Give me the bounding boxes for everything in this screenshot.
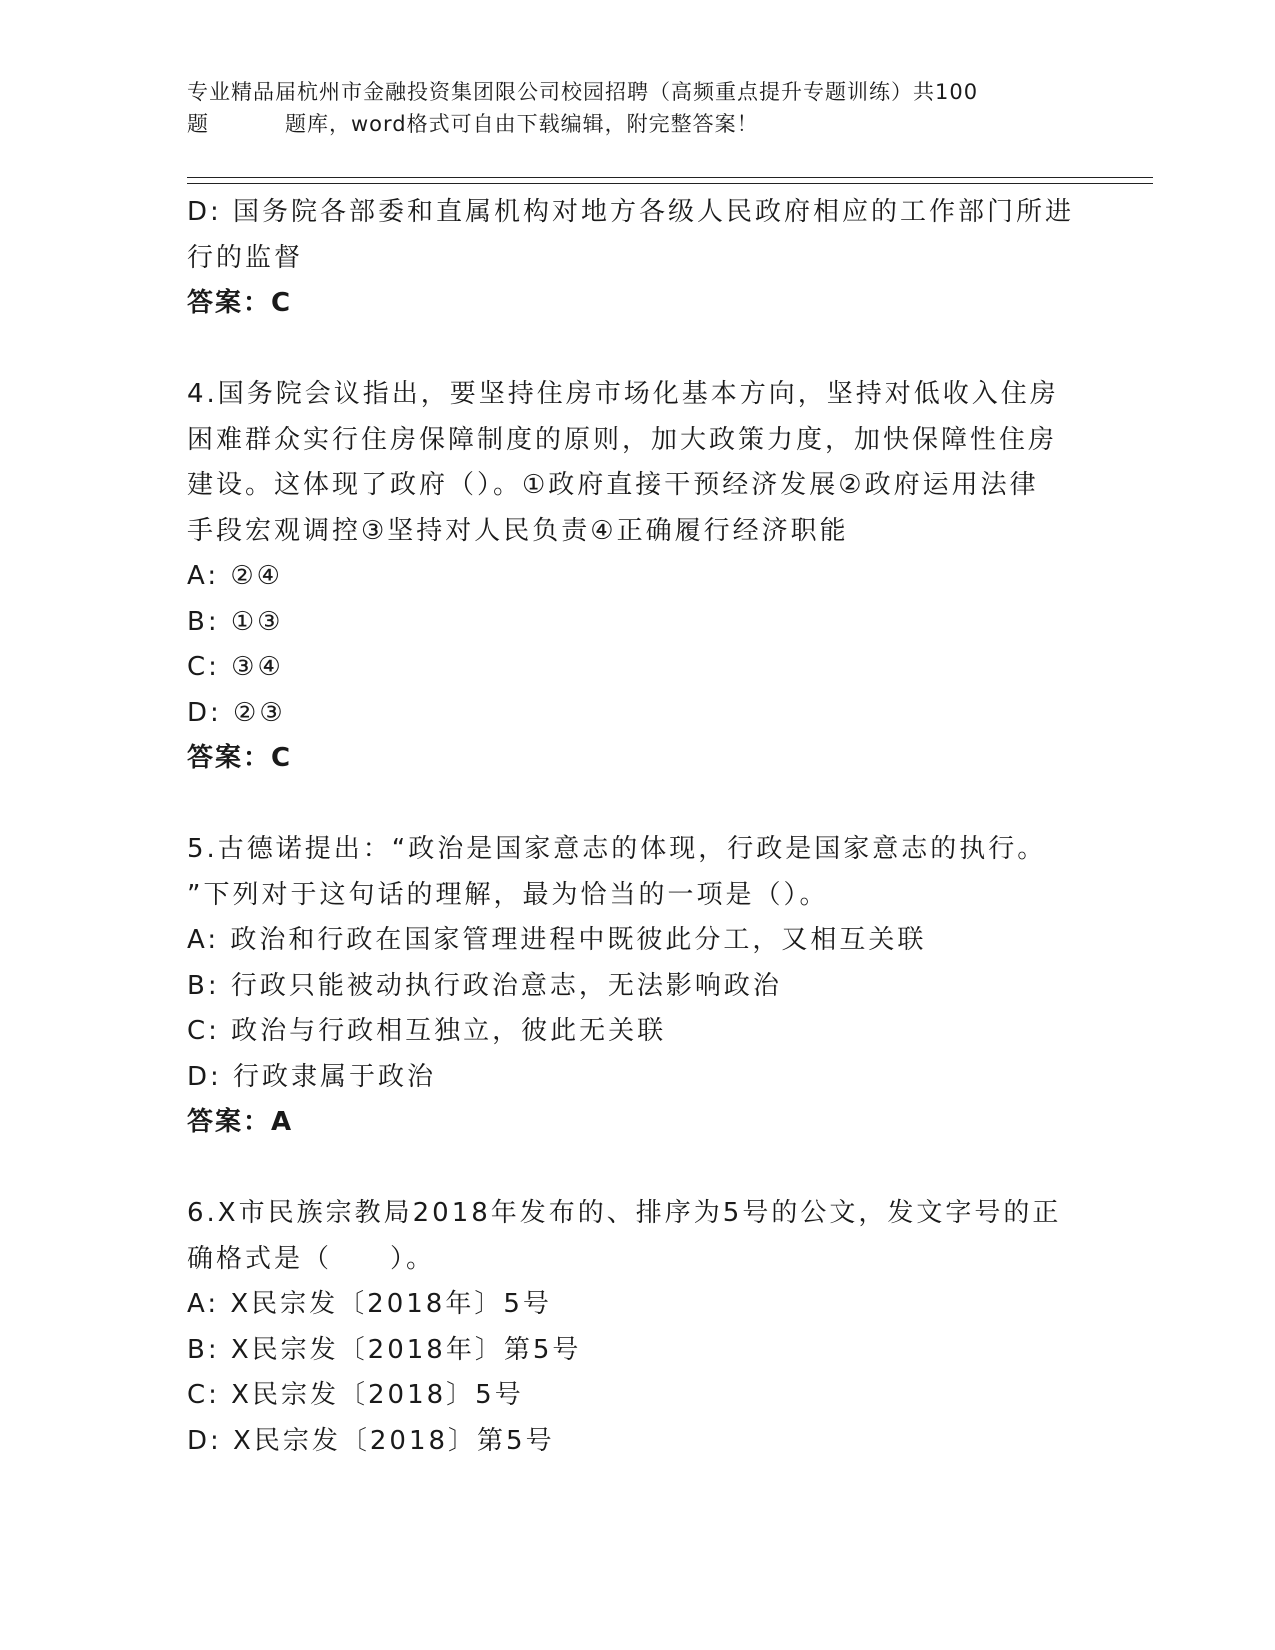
- spacer: [187, 1146, 1087, 1192]
- q6-option-c: C: X民宗发〔2018〕5号: [187, 1380, 524, 1410]
- q5-option-c: C: 政治与行政相互独立，彼此无关联: [187, 1016, 667, 1046]
- q5-stem-line2: ”下列对于这句话的理解，最为恰当的一项是（）。: [187, 879, 829, 910]
- document-body: [187, 190, 1087, 1464]
- q4-option-b: B: ①③: [187, 606, 284, 637]
- question-6: [187, 1191, 1087, 1464]
- header-title-line2-rest: 题库，word格式可自由下载编辑，附完整答案！: [285, 112, 759, 136]
- spacer: [187, 782, 1087, 828]
- q5-option-d: D: 行政隶属于政治: [187, 1061, 437, 1092]
- header-title-line2: [187, 108, 1087, 140]
- q6-option-a: A: X民宗发〔2018年〕5号: [187, 1289, 552, 1319]
- q4-option-d: D: ②③: [187, 697, 286, 728]
- q4-answer: 答案：C: [187, 743, 293, 773]
- q6-stem-line1: 6.X市民族宗教局2018年发布的、排序为5号的公文，发文字号的正: [187, 1198, 1062, 1228]
- header-title-line2-lead: 题: [187, 112, 209, 136]
- q5-stem-line1: 5.古德诺提出：“政治是国家意志的体现，行政是国家意志的执行。: [187, 834, 1047, 864]
- spacer: [187, 327, 1087, 373]
- q3-answer: 答案：C: [187, 288, 293, 318]
- header-divider-top: [187, 177, 1153, 178]
- q4-stem-line3: 建设。这体现了政府（）。①政府直接干预经济发展②政府运用法律: [187, 470, 1039, 500]
- header-title-line1: 专业精品届杭州市金融投资集团限公司校园招聘（高频重点提升专题训练）共100: [187, 80, 979, 104]
- document-header: [187, 76, 1087, 140]
- header-divider-bottom: [187, 183, 1153, 184]
- question-3-tail: [187, 190, 1087, 327]
- question-4: [187, 372, 1087, 782]
- q4-stem-line1: 4.国务院会议指出，要坚持住房市场化基本方向，坚持对低收入住房: [187, 379, 1059, 409]
- q4-option-a: A: ②④: [187, 561, 283, 591]
- q6-option-b: B: X民宗发〔2018年〕第5号: [187, 1334, 582, 1365]
- q6-option-d: D: X民宗发〔2018〕第5号: [187, 1425, 555, 1456]
- q5-option-a: A: 政治和行政在国家管理进程中既彼此分工，又相互关联: [187, 925, 927, 955]
- q5-answer: 答案：A: [187, 1107, 294, 1137]
- q6-stem-line2: 确格式是（ ）。: [187, 1243, 436, 1274]
- q5-option-b: B: 行政只能被动执行政治意志，无法影响政治: [187, 970, 782, 1001]
- q4-option-c: C: ③④: [187, 652, 284, 682]
- q3-option-d-line2: 行的监督: [187, 242, 304, 273]
- q4-stem-line4: 手段宏观调控③坚持对人民负责④正确履行经济职能: [187, 515, 849, 546]
- q3-option-d-line1: D: 国务院各部委和直属机构对地方各级人民政府相应的工作部门所进: [187, 197, 1075, 227]
- question-5: [187, 827, 1087, 1146]
- q4-stem-line2: 困难群众实行住房保障制度的原则，加大政策力度，加快保障性住房: [187, 424, 1058, 455]
